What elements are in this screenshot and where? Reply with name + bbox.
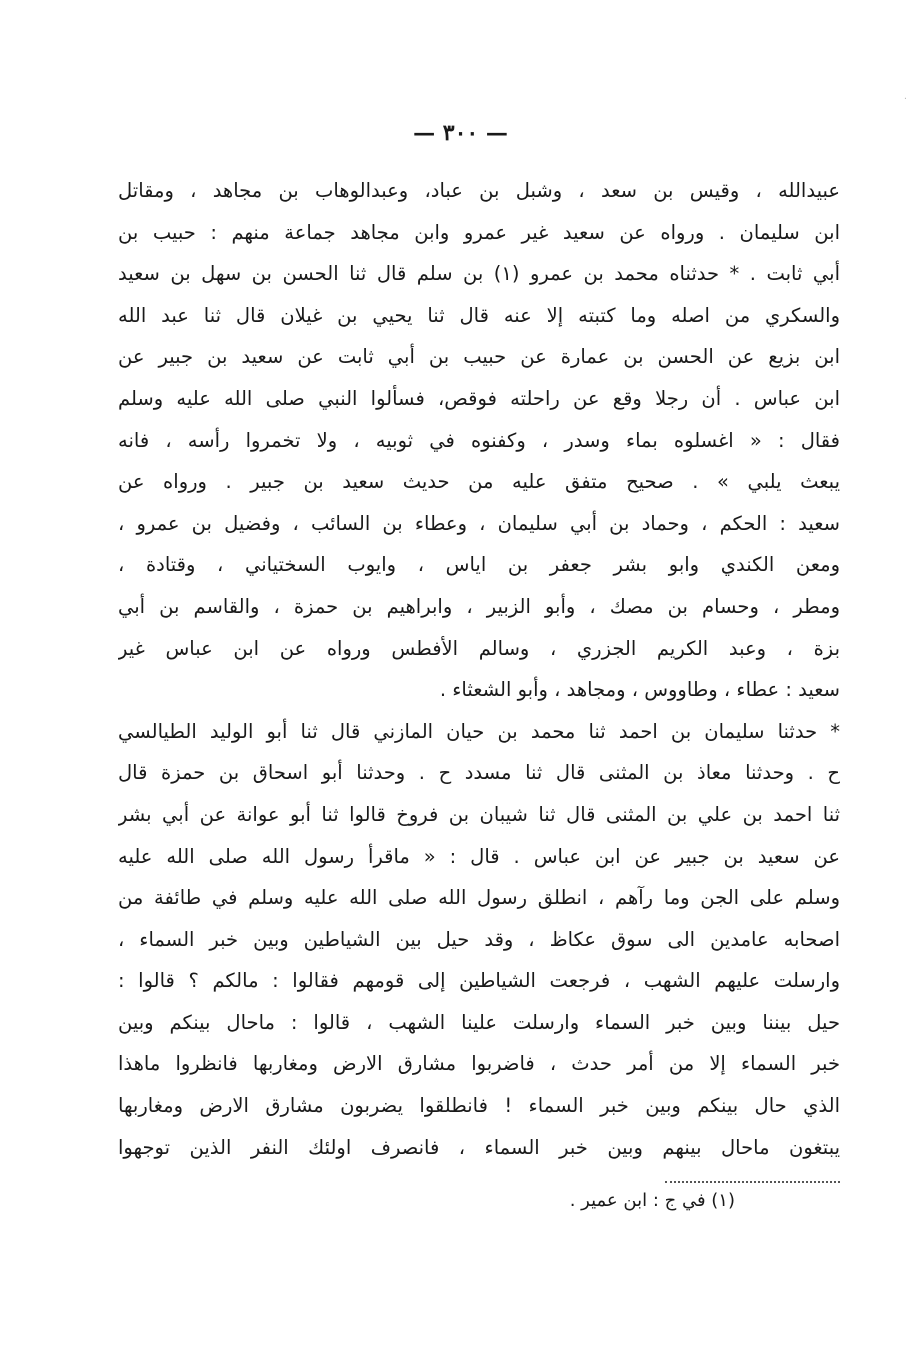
text-line: يبعث يلبي » . صحيح متفق عليه من حديث سعيد بن جبير . ورواه عن: [118, 470, 840, 494]
paragraph-2: [118, 711, 840, 1169]
text-line: بزة ، وعبد الكريم الجزري ، وسالم الأفطس ورواه عن ابن عباس غير: [118, 636, 840, 660]
text-line: حيل بيننا وبين خبر السماء وارسلت علينا الشهب ، قالوا : ماحال بينكم وبين: [118, 1010, 840, 1034]
margin-mark: ·: [903, 94, 907, 105]
body-text: [118, 170, 840, 1168]
text-line: والسكري من اصله وما كتبته إلا عنه قال ثنا يحيي بن غيلان قال ثنا عبد الله: [118, 303, 840, 327]
page-number: — ٣٠٠ —: [413, 120, 508, 146]
text-line: يبتغون ماحال بينهم وبين خبر السماء ، فانصرف اولئك النفر الذين توجهوا: [118, 1135, 840, 1159]
text-line: عن سعيد بن جبير عن ابن عباس . قال : « ماقرأ رسول الله صلى الله عليه: [118, 844, 840, 868]
text-line: سعيد : الحكم ، وحماد بن أبي سليمان ، وعطاء بن السائب ، وفضيل بن عمرو ،: [118, 511, 840, 535]
text-line: ابن بزيع عن الحسن بن عمارة عن حبيب بن أبي ثابت عن سعيد بن جبير عن: [118, 345, 840, 369]
text-line: عبيدالله ، وقيس بن سعد ، وشبل بن عباد، وعبدالوهاب بن مجاهد ، ومقاتل: [118, 179, 840, 202]
text-line: سعيد : عطاء ، وطاووس ، ومجاهد ، وأبو الشعثاء .: [439, 678, 840, 702]
text-line: وارسلت عليهم الشهب ، فرجعت الشياطين إلى قومهم فقالوا : مالكم ؟ قالوا :: [118, 969, 840, 993]
text-line: ابن عباس . أن رجلا وقع عن راحلته فوقص، فسألوا النبي صلى الله عليه وسلم: [118, 386, 840, 410]
text-line: ابن سليمان . ورواه عن سعيد غير عمرو وابن مجاهد جماعة منهم : حبيب بن: [118, 220, 840, 244]
footnote-divider: [665, 1181, 840, 1183]
text-line: ومطر ، وحسام بن مصك ، وأبو الزبير ، وابراهيم بن حمزة ، والقاسم بن أبي: [118, 594, 840, 618]
text-line: أبي ثابت . * حدثناه محمد بن عمرو (١) بن سلم قال ثنا الحسن بن سهل بن سعيد: [118, 262, 840, 286]
text-line: الذي حال بينكم وبين خبر السماء ! فانطلقوا يضربون مشارق الارض ومغاربها: [118, 1094, 840, 1118]
text-line: وسلم على الجن وما رآهم ، انطلق رسول الله صلى الله عليه وسلم في طائفة من: [118, 886, 840, 910]
text-line: فقال : « اغسلوه بماء وسدر ، وكفنوه في ثوبيه ، ولا تخمروا رأسه ، فانه: [118, 428, 840, 452]
paragraph-1: [118, 170, 840, 711]
text-line: خبر السماء إلا من أمر حدث ، فاضربوا مشارق الارض ومغاربها فانظروا ماهذا: [118, 1052, 840, 1076]
text-line: ح . وحدثنا معاذ بن المثنى قال ثنا مسدد ح . وحدثنا أبو اسحاق بن حمزة قال: [118, 761, 840, 785]
text-line: اصحابه عامدين الى سوق عكاظ ، وقد حيل بين الشياطين وبين خبر السماء ،: [118, 927, 840, 951]
footnote: (١) في ج : ابن عمير .: [569, 1190, 735, 1211]
text-line: ومعن الكندي وابو بشر جعفر بن اياس ، وايوب السختياني ، وقتادة ،: [118, 553, 840, 577]
text-line: * حدثنا سليمان بن احمد ثنا محمد بن حيان المازني قال ثنا أبو الوليد الطيالسي: [118, 719, 840, 743]
text-line: ثنا احمد بن علي بن المثنى قال ثنا شيبان بن فروخ قالوا ثنا أبو عوانة عن أبي بشر: [118, 802, 840, 826]
